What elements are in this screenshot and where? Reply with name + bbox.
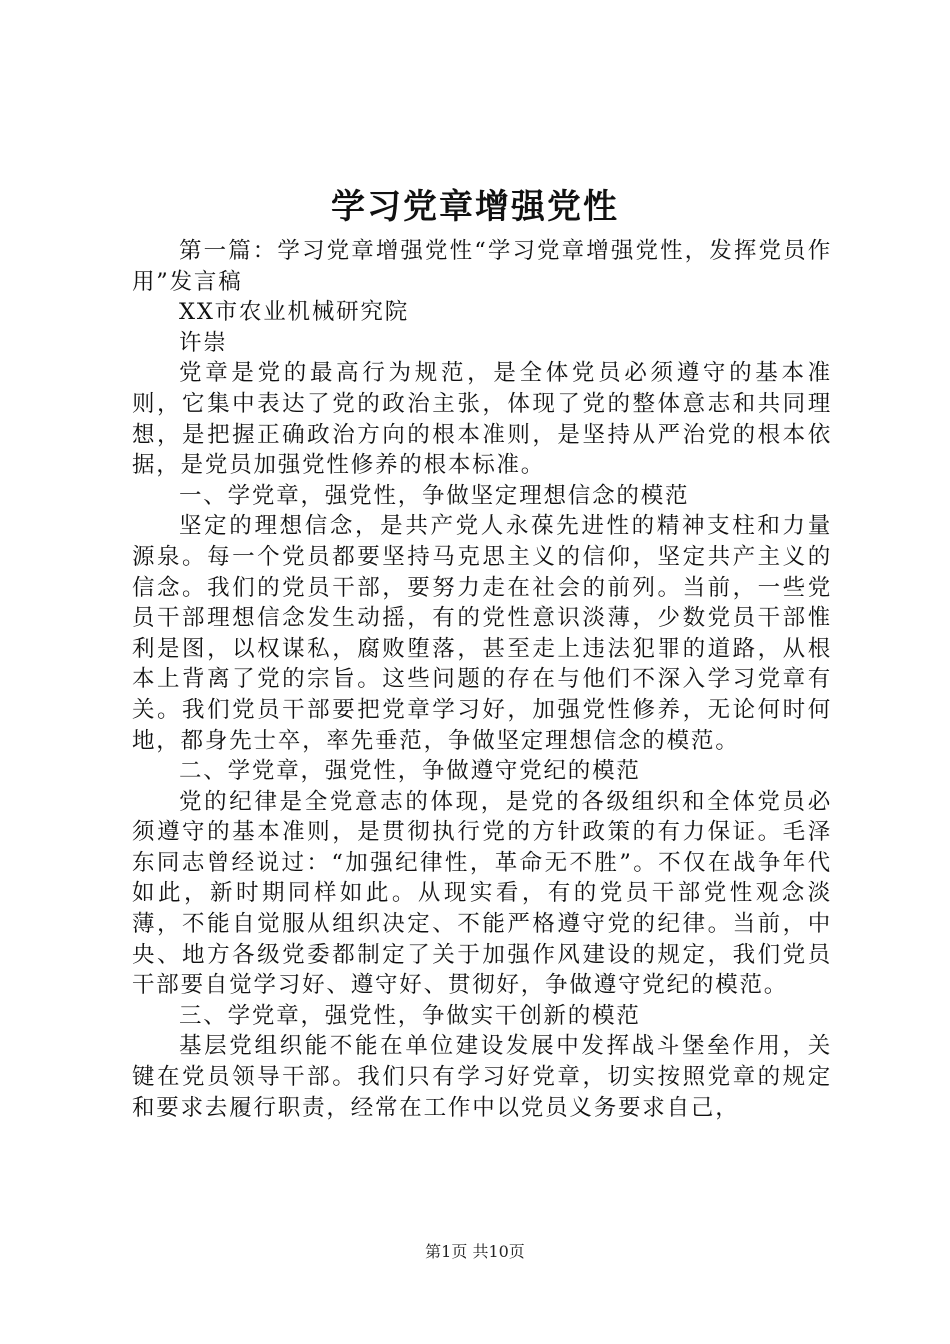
paragraph-organization: XX市农业机械研究院	[179, 299, 410, 326]
paragraph-section-3: 基层党组织能不能在单位建设发展中发挥战斗堡垒作用，关键在党员领导干部。我们只有学习好党章，切实按照党章的规定和要求去履行职责，经常在工作中以党员义务要求自己，	[132, 1033, 832, 1121]
paragraph-section-2: 党的纪律是全党意志的体现，是党的各级组织和全体党员必须遵守的基本准则，是贯彻执行党的方针政策的有力保证。毛泽东同志曾经说过：“加强纪律性，革命无不胜”。不仅在战争年代如此，新时期同样如此。从现实看，有的党员干部党性观念淡薄，不能自觉服从组织决定、不能严格遵守党的纪律。当前，中央、地方各级党委都制定了关于加强作风建设的规定，我们党员干部要自觉学习好、遵守好、贯彻好，争做遵守党纪的模范。	[132, 788, 832, 999]
page-footer: 第1页 共10页	[425, 1242, 525, 1261]
paragraph-section-1: 坚定的理想信念，是共产党人永葆先进性的精神支柱和力量源泉。每一个党员都要坚持马克思主义的信仰，坚定共产主义的信念。我们的党员干部，要努力走在社会的前列。当前，一些党员干部理想信念发生动摇，有的党性意识淡薄，少数党员干部惟利是图，以权谋私，腐败堕落，甚至走上违法犯罪的道路，从根本上背离了党的宗旨。这些问题的存在与他们不深入学习党章有关。我们党员干部要把党章学习好，加强党性修养，无论何时何地，都身先士卒，率先垂范，争做坚定理想信念的模范。	[132, 513, 832, 754]
section-heading-1: 一、学党章，强党性，争做坚定理想信念的模范	[179, 482, 690, 509]
section-heading-3: 三、学党章，强党性，争做实干创新的模范	[179, 1002, 641, 1029]
paragraph-author: 许崇	[179, 329, 228, 356]
paragraph-intro: 党章是党的最高行为规范，是全体党员必须遵守的基本准则，它集中表达了党的政治主张，体现了党的整体意志和共同理想，是把握正确政治方向的根本准则，是坚持从严治党的根本依据，是党员加强党性修养的根本标准。	[132, 360, 832, 479]
section-heading-2: 二、学党章，强党性，争做遵守党纪的模范	[179, 758, 641, 785]
document-body	[132, 236, 832, 1123]
paragraph-subtitle: 第一篇：学习党章增强党性“学习党章增强党性，发挥党员作用”发言稿	[132, 238, 832, 295]
document-title: 学习党章增强党性	[331, 187, 619, 227]
